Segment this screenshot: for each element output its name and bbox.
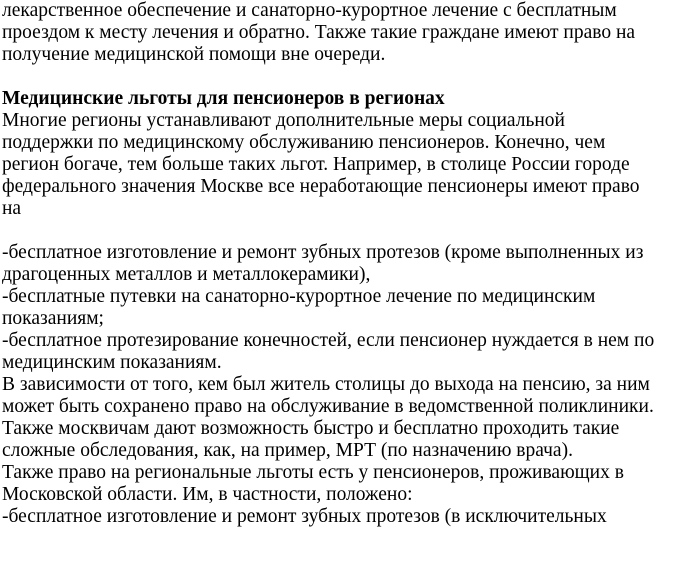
paragraph-spacer xyxy=(2,66,696,88)
list-item-line: -бесплатное протезирование конечностей, если пенсионер нуждается в нем по xyxy=(2,330,655,351)
text-line: проездом к месту лечения и обратно. Также такие граждане имеют право на xyxy=(2,22,636,43)
list-item-line: медицинским показаниям. xyxy=(2,352,222,373)
list-item-line: -бесплатное изготовление и ремонт зубных протезов (кроме выполненных из xyxy=(2,242,644,263)
text-line: лекарственное обеспечение и санаторно-курортное лечение с бесплатным xyxy=(2,0,617,21)
text-line: Также москвичам дают возможность быстро и бесплатно проходить такие xyxy=(2,418,620,439)
text-line: Также право на региональные льготы есть у пенсионеров, проживающих в xyxy=(2,462,624,483)
text-line: федерального значения Москве все неработающие пенсионеры имеют право xyxy=(2,176,640,197)
text-line: может быть сохранено право на обслуживание в ведомственной поликлиники. xyxy=(2,396,654,417)
regions-paragraph xyxy=(2,110,696,220)
text-line: на xyxy=(2,198,22,219)
text-line: получение медицинской помощи вне очереди. xyxy=(2,44,386,65)
moscow-details-paragraph xyxy=(2,374,696,528)
list-item-line: драгоценных металлов и металлокерамики), xyxy=(2,264,371,285)
text-line: Московской области. Им, в частности, положено: xyxy=(2,484,413,505)
list-item-line: показаниям; xyxy=(2,308,104,329)
text-line: -бесплатное изготовление и ремонт зубных протезов (в исключительных xyxy=(2,506,607,527)
list-item-line: -бесплатные путевки на санаторно-курортное лечение по медицинским xyxy=(2,286,596,307)
text-line: поддержки по медицинскому обслуживанию пенсионеров. Конечно, чем xyxy=(2,132,606,153)
intro-paragraph xyxy=(2,0,696,66)
text-line: регион богаче, тем больше таких льгот. Например, в столице России городе xyxy=(2,154,630,175)
section-heading: Медицинские льготы для пенсионеров в регионах xyxy=(2,88,445,109)
document-page xyxy=(2,0,696,528)
moscow-benefits-list xyxy=(2,242,696,374)
text-line: В зависимости от того, кем был житель столицы до выхода на пенсию, за ним xyxy=(2,374,650,395)
paragraph-spacer xyxy=(2,220,696,242)
text-line: сложные обследования, как, на пример, МРТ (по назначению врача). xyxy=(2,440,573,461)
text-line: Многие регионы устанавливают дополнительные меры социальной xyxy=(2,110,565,131)
